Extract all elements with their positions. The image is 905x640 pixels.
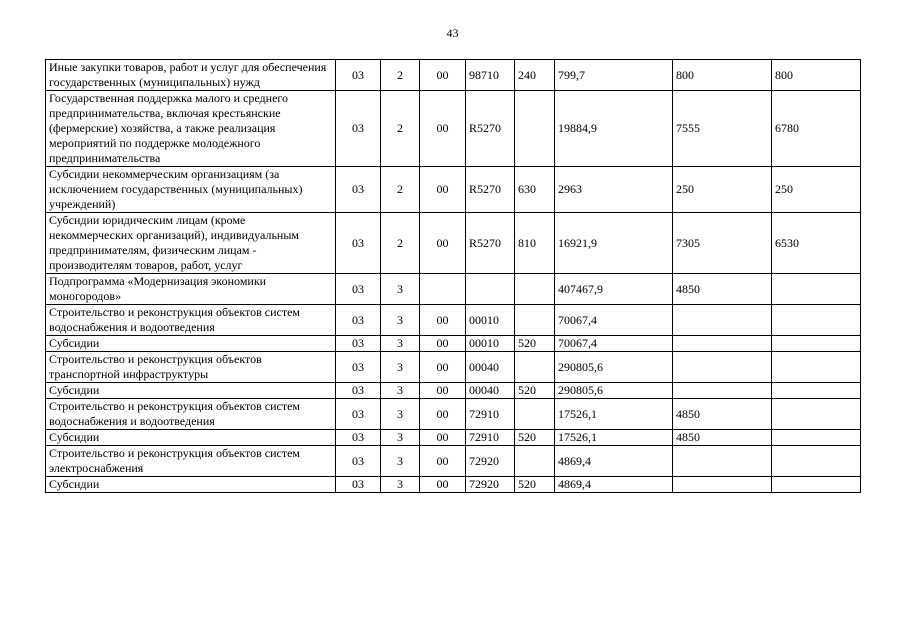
amount-3: 6780: [772, 91, 861, 167]
amount-1: 17526,1: [555, 399, 673, 430]
table-row: [46, 274, 861, 305]
section-code: 03: [336, 213, 381, 274]
target-code: 98710: [466, 60, 515, 91]
amount-1: 4869,4: [555, 477, 673, 493]
subprogram-code: 3: [381, 305, 420, 336]
table-row: [46, 477, 861, 493]
section-code: 03: [336, 274, 381, 305]
row-name: Субсидии: [46, 383, 336, 399]
budget-table: [45, 59, 861, 493]
amount-3: 800: [772, 60, 861, 91]
group-code: 00: [420, 383, 466, 399]
amount-3: [772, 352, 861, 383]
group-code: 00: [420, 305, 466, 336]
subprogram-code: 3: [381, 477, 420, 493]
amount-1: 407467,9: [555, 274, 673, 305]
table-row: [46, 91, 861, 167]
subprogram-code: 3: [381, 446, 420, 477]
table-row: [46, 399, 861, 430]
amount-1: 290805,6: [555, 383, 673, 399]
section-code: 03: [336, 477, 381, 493]
group-code: 00: [420, 477, 466, 493]
target-code: [466, 274, 515, 305]
page-number: 43: [446, 26, 459, 40]
section-code: 03: [336, 91, 381, 167]
amount-1: 4869,4: [555, 446, 673, 477]
amount-2: 4850: [673, 274, 772, 305]
amount-2: 7555: [673, 91, 772, 167]
row-name: Субсидии некоммерческим организациям (за исключением государственных (муниципальных) учреждений): [46, 167, 336, 213]
subprogram-code: 3: [381, 336, 420, 352]
target-code: 00010: [466, 336, 515, 352]
subprogram-code: 3: [381, 352, 420, 383]
amount-1: 16921,9: [555, 213, 673, 274]
amount-2: 7305: [673, 213, 772, 274]
section-code: 03: [336, 60, 381, 91]
expense-type: [515, 305, 555, 336]
amount-2: [673, 305, 772, 336]
group-code: [420, 274, 466, 305]
amount-1: 290805,6: [555, 352, 673, 383]
table-row: [46, 60, 861, 91]
subprogram-code: 3: [381, 383, 420, 399]
target-code: 00040: [466, 352, 515, 383]
amount-2: [673, 352, 772, 383]
expense-type: [515, 352, 555, 383]
expense-type: [515, 446, 555, 477]
table-row: [46, 446, 861, 477]
amount-3: [772, 446, 861, 477]
row-name: Подпрограмма «Модернизация экономики моногородов»: [46, 274, 336, 305]
amount-1: 799,7: [555, 60, 673, 91]
subprogram-code: 2: [381, 213, 420, 274]
subprogram-code: 2: [381, 167, 420, 213]
amount-3: [772, 399, 861, 430]
amount-3: [772, 274, 861, 305]
amount-1: 2963: [555, 167, 673, 213]
amount-2: [673, 446, 772, 477]
target-code: 72920: [466, 477, 515, 493]
amount-2: [673, 336, 772, 352]
target-code: R5270: [466, 91, 515, 167]
subprogram-code: 2: [381, 60, 420, 91]
subprogram-code: 3: [381, 430, 420, 446]
expense-type: 520: [515, 477, 555, 493]
amount-3: [772, 477, 861, 493]
amount-2: 250: [673, 167, 772, 213]
table-row: [46, 167, 861, 213]
expense-type: 520: [515, 383, 555, 399]
table-row: [46, 383, 861, 399]
row-name: Строительство и реконструкция объектов систем водоснабжения и водоотведения: [46, 305, 336, 336]
section-code: 03: [336, 336, 381, 352]
amount-2: 4850: [673, 430, 772, 446]
row-name: Субсидии: [46, 336, 336, 352]
subprogram-code: 2: [381, 91, 420, 167]
target-code: 72910: [466, 430, 515, 446]
amount-2: 800: [673, 60, 772, 91]
row-name: Иные закупки товаров, работ и услуг для обеспечения государственных (муниципальных) нужд: [46, 60, 336, 91]
row-name: Строительство и реконструкция объектов систем водоснабжения и водоотведения: [46, 399, 336, 430]
amount-3: [772, 430, 861, 446]
row-name: Субсидии: [46, 477, 336, 493]
amount-3: [772, 305, 861, 336]
section-code: 03: [336, 430, 381, 446]
row-name: Субсидии юридическим лицам (кроме некоммерческих организаций), индивидуальным предпринимателям, физическим лицам - производителям товаров, работ, услуг: [46, 213, 336, 274]
group-code: 00: [420, 399, 466, 430]
expense-type: 810: [515, 213, 555, 274]
amount-1: 70067,4: [555, 305, 673, 336]
subprogram-code: 3: [381, 274, 420, 305]
amount-2: [673, 477, 772, 493]
group-code: 00: [420, 446, 466, 477]
group-code: 00: [420, 91, 466, 167]
expense-type: 520: [515, 336, 555, 352]
section-code: 03: [336, 167, 381, 213]
row-name: Субсидии: [46, 430, 336, 446]
expense-type: [515, 91, 555, 167]
row-name: Строительство и реконструкция объектов систем электроснабжения: [46, 446, 336, 477]
expense-type: [515, 399, 555, 430]
section-code: 03: [336, 305, 381, 336]
amount-3: [772, 383, 861, 399]
table-row: [46, 352, 861, 383]
amount-1: 19884,9: [555, 91, 673, 167]
amount-3: [772, 336, 861, 352]
amount-2: 4850: [673, 399, 772, 430]
subprogram-code: 3: [381, 399, 420, 430]
section-code: 03: [336, 399, 381, 430]
row-name: Строительство и реконструкция объектов транспортной инфраструктуры: [46, 352, 336, 383]
amount-1: 17526,1: [555, 430, 673, 446]
group-code: 00: [420, 430, 466, 446]
group-code: 00: [420, 352, 466, 383]
section-code: 03: [336, 446, 381, 477]
target-code: R5270: [466, 213, 515, 274]
amount-2: [673, 383, 772, 399]
group-code: 00: [420, 336, 466, 352]
amount-3: 6530: [772, 213, 861, 274]
expense-type: [515, 274, 555, 305]
section-code: 03: [336, 383, 381, 399]
group-code: 00: [420, 213, 466, 274]
section-code: 03: [336, 352, 381, 383]
target-code: 72910: [466, 399, 515, 430]
table-row: [46, 430, 861, 446]
expense-type: 240: [515, 60, 555, 91]
target-code: R5270: [466, 167, 515, 213]
amount-3: 250: [772, 167, 861, 213]
row-name: Государственная поддержка малого и среднего предпринимательства, включая крестьянские (фермерские) хозяйства, а также реализация мероприятий по поддержке молодежного предпринимательства: [46, 91, 336, 167]
expense-type: 630: [515, 167, 555, 213]
group-code: 00: [420, 60, 466, 91]
amount-1: 70067,4: [555, 336, 673, 352]
table-row: [46, 305, 861, 336]
target-code: 00010: [466, 305, 515, 336]
table-row: [46, 213, 861, 274]
target-code: 72920: [466, 446, 515, 477]
group-code: 00: [420, 167, 466, 213]
table-row: [46, 336, 861, 352]
target-code: 00040: [466, 383, 515, 399]
expense-type: 520: [515, 430, 555, 446]
